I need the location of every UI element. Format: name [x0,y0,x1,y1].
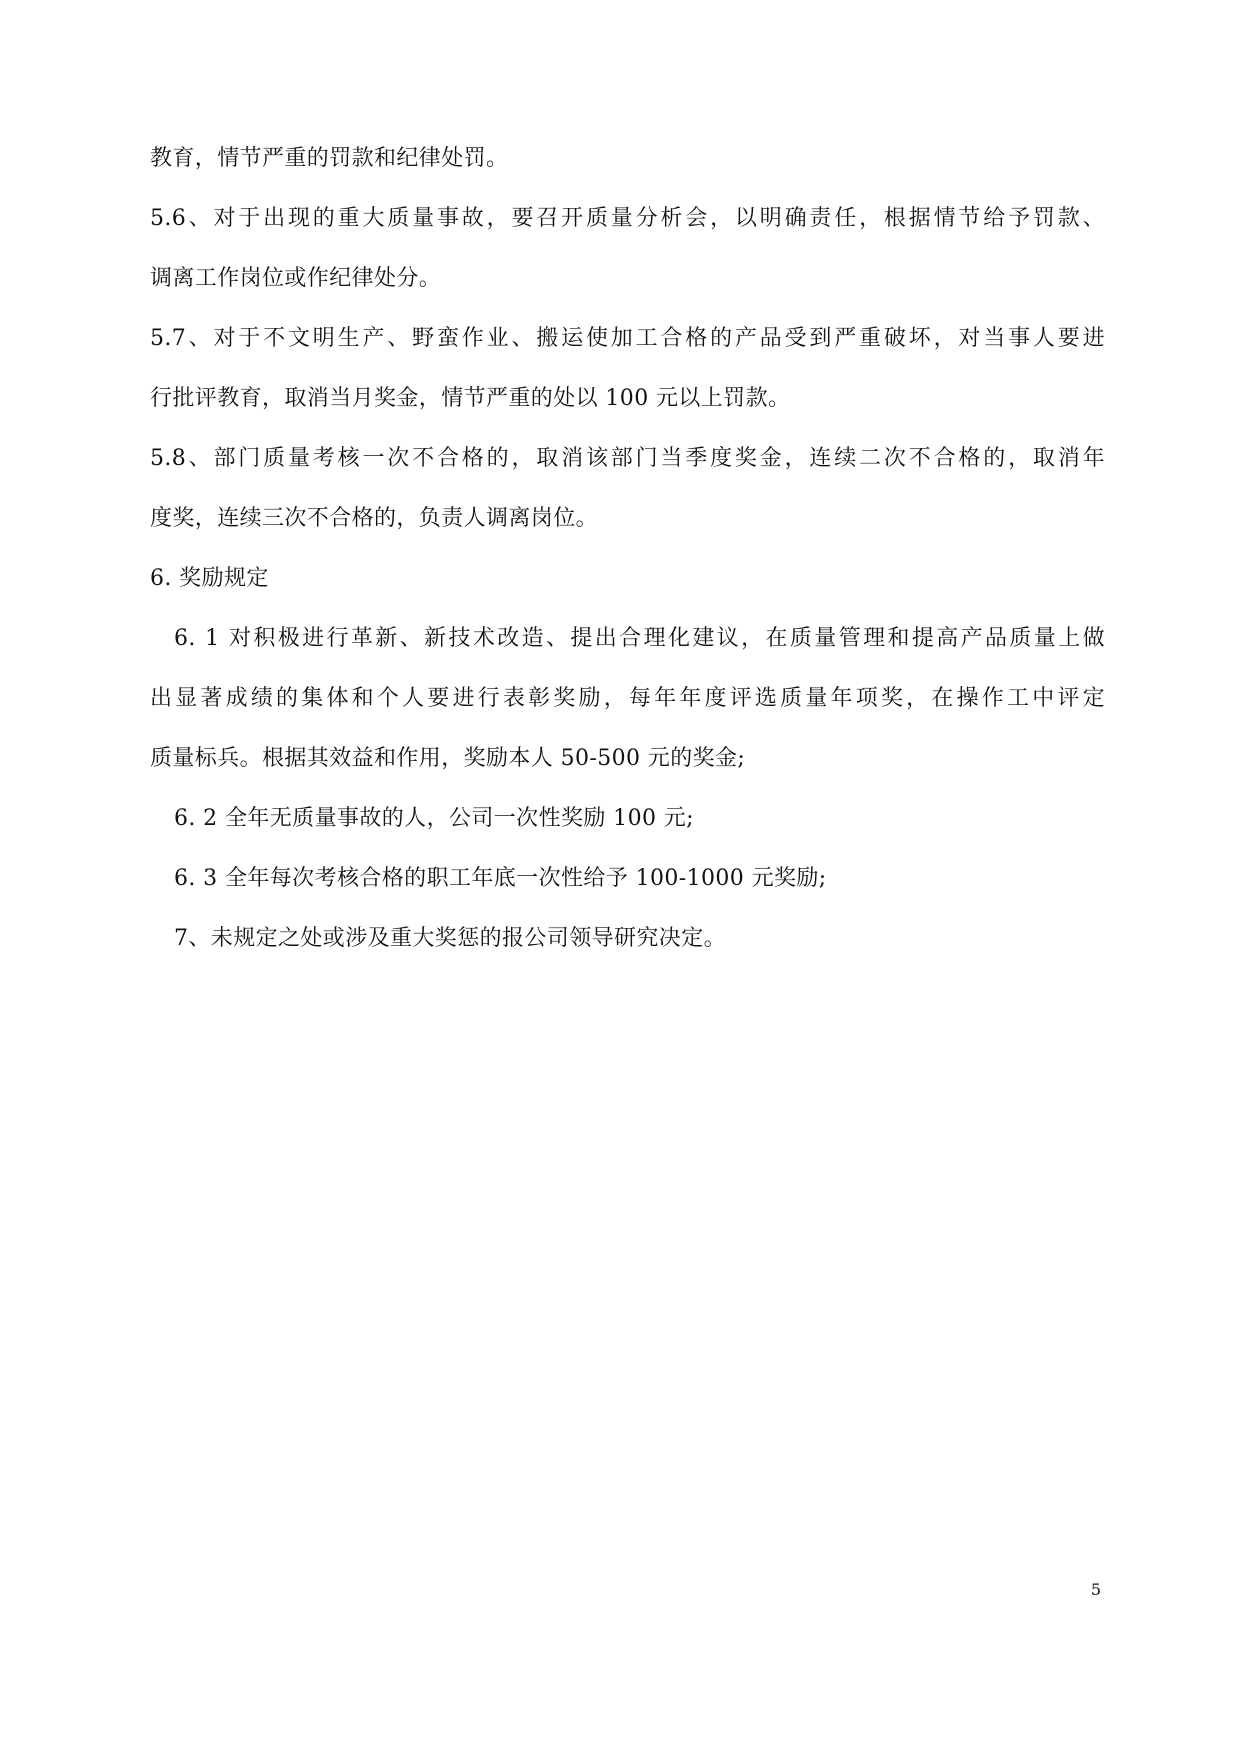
page-number: 5 [1090,1580,1101,1599]
text-line: 5.6、对于出现的重大质量事故，要召开质量分析会，以明确责任，根据情节给予罚款、 [150,206,1105,231]
text-line: 5.8、部门质量考核一次不合格的，取消该部门当季度奖金，连续二次不合格的，取消年 [150,446,1105,471]
text-line: 质量标兵。根据其效益和作用，奖励本人 50-500 元的奖金; [150,746,746,771]
text-line: 6. 3 全年每次考核合格的职工年底一次性给予 100-1000 元奖励; [174,866,827,891]
text-line: 度奖，连续三次不合格的，负责人调离岗位。 [150,506,599,531]
text-line: 6. 2 全年无质量事故的人，公司一次性奖励 100 元; [174,806,694,831]
text-line: 出显著成绩的集体和个人要进行表彰奖励，每年年度评选质量年项奖，在操作工中评定 [150,686,1105,711]
text-line: 调离工作岗位或作纪律处分。 [150,266,442,291]
text-line: 5.7、对于不文明生产、野蛮作业、搬运使加工合格的产品受到严重破坏，对当事人要进 [150,326,1105,351]
text-line: 7、未规定之处或涉及重大奖惩的报公司领导研究决定。 [174,926,726,951]
text-line: 6. 1 对积极进行革新、新技术改造、提出合理化建议，在质量管理和提高产品质量上做 [174,626,1105,651]
section-heading: 6. 奖励规定 [150,566,269,591]
text-line: 教育，情节严重的罚款和纪律处罚。 [150,146,509,171]
text-line: 行批评教育，取消当月奖金，情节严重的处以 100 元以上罚款。 [150,386,791,411]
